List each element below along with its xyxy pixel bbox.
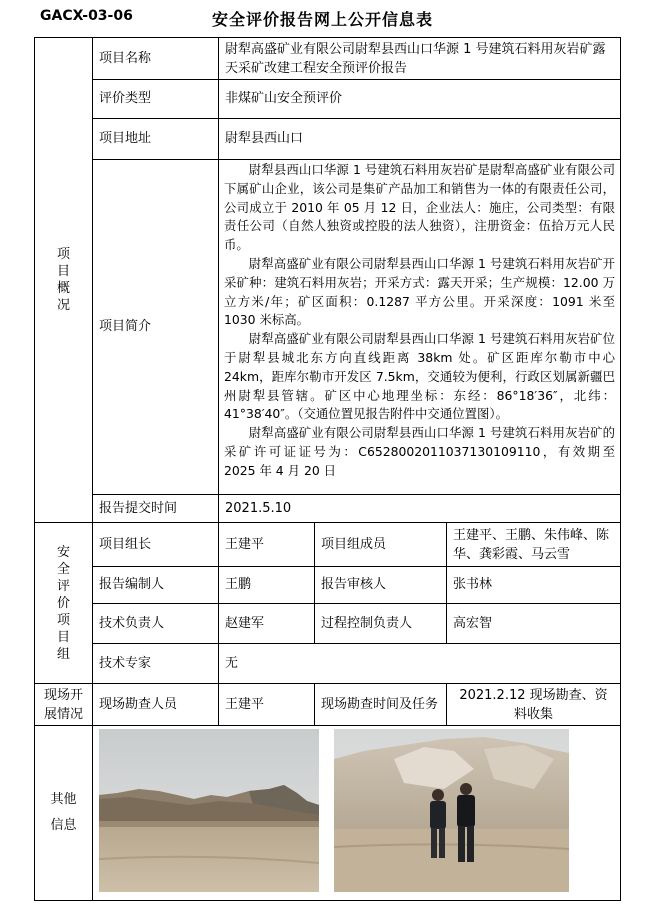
project-address-label: 项目地址 xyxy=(92,118,219,160)
project-name-value: 尉犁高盛矿业有限公司尉犁县西山口华源 1 号建筑石料用灰岩矿露天采矿改建工程安全预评价报告 xyxy=(218,37,621,80)
site-person-label: 现场勘查人员 xyxy=(92,683,219,726)
overview-section-label: 项目概况 xyxy=(34,37,93,523)
expert-label: 技术专家 xyxy=(92,643,219,684)
project-intro-label: 项目简介 xyxy=(92,159,219,495)
reviewer-label: 报告审核人 xyxy=(314,566,447,604)
team-section-label: 安全评价项目组 xyxy=(34,522,93,684)
site-photo-survey-staff xyxy=(334,729,569,892)
members-label: 项目组成员 xyxy=(314,522,447,567)
intro-paragraph: 尉犁县西山口华源 1 号建筑石料用灰岩矿是尉犁高盛矿业有限公司下属矿山企业，该公司是集矿产品加工和销售为一体的有限责任公司，公司成立于 2010 年 05 月 12 日，企业法人：施庄，公司类型：有限责任公司（自然人独资或控股的法人独资），注册资金：伍拾万元人民币。 xyxy=(224,162,615,253)
document-code: GACX-03-06 xyxy=(40,8,133,24)
process-control-value: 高宏智 xyxy=(446,603,621,644)
site-time-label: 现场勘查时间及任务 xyxy=(314,683,447,726)
process-control-label: 过程控制负责人 xyxy=(314,603,447,644)
site-section-label: 现场开展情况 xyxy=(34,683,93,726)
intro-paragraph: 尉犁高盛矿业有限公司尉犁县西山口华源 1 号建筑石料用灰岩矿开采矿种：建筑石料用灰岩；开采方式：露天开采；生产规模：12.00 万立方米/年；矿区面积：0.1287 平方公里。开采深度：1091 米至 1030 米标高。 xyxy=(224,255,615,328)
survey-staff-image xyxy=(334,729,569,892)
project-name-label: 项目名称 xyxy=(92,37,219,80)
expert-value: 无 xyxy=(218,643,621,684)
project-intro-value xyxy=(218,159,621,495)
project-address-value: 尉犁县西山口 xyxy=(218,118,621,160)
leader-value: 王建平 xyxy=(218,522,315,567)
other-section-label: 其他信息 xyxy=(34,725,93,901)
intro-paragraph: 尉犁高盛矿业有限公司尉犁县西山口华源 1 号建筑石料用灰岩矿位于尉犁县城北东方向直线距离 38km 处。矿区距库尔勒市中心 24km，距库尔勒市开发区 7.5km，交通较为便利，行政区划属新疆巴州尉犁县管辖。矿区中心地理坐标：东经：86°18′36″，北纬：41°38′40″。（交通位置见报告附件中交通位置图）。 xyxy=(224,331,615,422)
eval-type-label: 评价类型 xyxy=(92,79,219,119)
quarry-landscape-image xyxy=(99,729,319,892)
tech-lead-label: 技术负责人 xyxy=(92,603,219,644)
site-time-value: 2021.2.12 现场勘查、资料收集 xyxy=(446,683,621,726)
intro-paragraph: 尉犁高盛矿业有限公司尉犁县西山口华源 1 号建筑石料用灰岩矿的采矿许可证证号为：C6528002011037130109110，有效期至 2025 年 4 月 20 日 xyxy=(224,425,615,478)
author-label: 报告编制人 xyxy=(92,566,219,604)
members-value: 王建平、王鹏、朱伟峰、陈华、龚彩霞、马云雪 xyxy=(446,522,621,567)
reviewer-value: 张书林 xyxy=(446,566,621,604)
site-photo-quarry xyxy=(99,729,319,892)
author-value: 王鹏 xyxy=(218,566,315,604)
site-person-value: 王建平 xyxy=(218,683,315,726)
submit-time-value: 2021.5.10 xyxy=(218,494,621,523)
submit-time-label: 报告提交时间 xyxy=(92,494,219,523)
page-title: 安全评价报告网上公开信息表 xyxy=(212,10,434,29)
leader-label: 项目组长 xyxy=(92,522,219,567)
eval-type-value: 非煤矿山安全预评价 xyxy=(218,79,621,119)
tech-lead-value: 赵建军 xyxy=(218,603,315,644)
